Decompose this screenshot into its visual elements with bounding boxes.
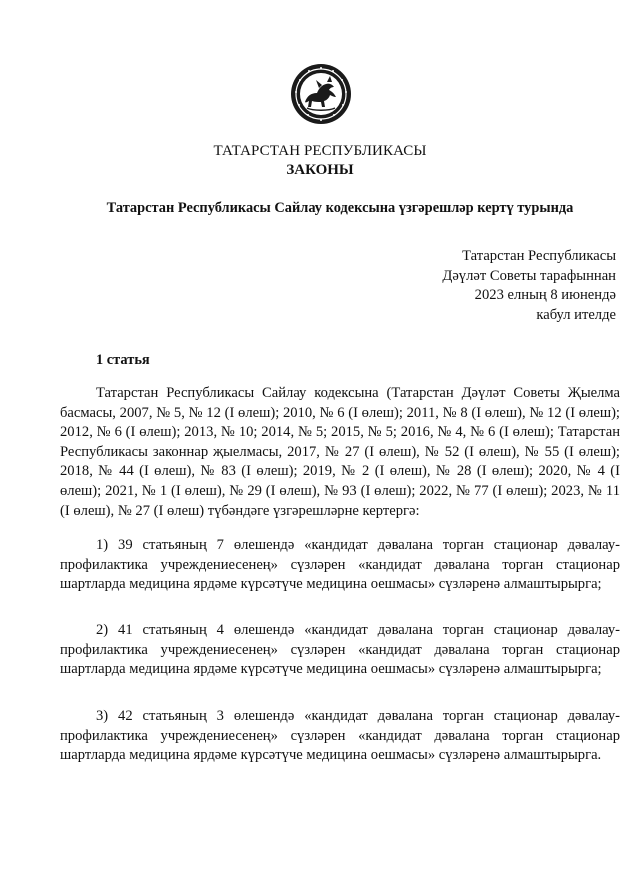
republic-heading: ТАТАРСТАН РЕСПУБЛИКАСЫ [213, 143, 427, 159]
adoption-line: Дәүләт Советы тарафыннан [442, 267, 616, 284]
list-item: 2) 41 статьяның 4 өлешендә «кандидат дәвалана торган стационар дәвалау-профилактика учреждениесенең» сүзләрен «кандидат дәвалана торган стационар шартларда медицина ярдәме күрсәтүче медицина оешмасы» сүзләренә алмаштырырга; [60, 622, 620, 678]
adoption-line: 2023 елның 8 июнендә [474, 287, 616, 304]
law-title: Татарстан Республикасы Сайлау кодексына үзгәрешләр кертү турында [106, 200, 574, 216]
adoption-line: кабул ителде [536, 306, 616, 323]
law-heading: ЗАКОНЫ [286, 162, 354, 178]
adoption-block [442, 247, 616, 325]
tatarstan-emblem-icon [289, 62, 353, 126]
adoption-line: Татарстан Республикасы [462, 248, 616, 264]
main-paragraph: Татарстан Республикасы Сайлау кодексына (Татарстан Дәүләт Советы Җыелма басмасы, 2007, № 5, № 12 (I өлеш); 2010, № 6 (I өлеш); 2011, № 8 (I өлеш), № 12 (I өлеш); 2012, № 6 (I өлеш); 2013, № 10; 2014, № 5; 2015, № 5; 2016, № 4, № 6 (I өлеш); Татарстан Республикасы законнар җыелмасы, 2017, № 27 (I өлеш), № 52 (I өлеш), № 55 (I өлеш); 2018, № 44 (I өлеш), № 83 (I өлеш); 2019, № 2 (I өлеш), № 28 (I өлеш); 2020, № 4 (I өлеш); 2021, № 1 (I өлеш), № 29 (I өлеш), № 93 (I өлеш); 2022, № 77 (I өлеш); 2023, № 11 (I өлеш), № 27 (I өлеш) түбәндәге үзгәрешләрне кертергә: [60, 385, 620, 519]
list-item: 3) 42 статьяның 3 өлешендә «кандидат дәвалана торган стационар дәвалау-профилактика учреждениесенең» сүзләрен «кандидат дәвалана торган стационар шартларда медицина ярдәме күрсәтүче медицина оешмасы» сүзләренә алмаштырырга. [60, 708, 620, 764]
list-item: 1) 39 статьяның 7 өлешендә «кандидат дәвалана торган стационар дәвалау-профилактика учреждениесенең» сүзләрен «кандидат дәвалана торган стационар шартларда медицина ярдәме күрсәтүче медицина оешмасы» сүзләренә алмаштырырга; [60, 537, 620, 593]
article-heading: 1 статья [96, 352, 150, 368]
